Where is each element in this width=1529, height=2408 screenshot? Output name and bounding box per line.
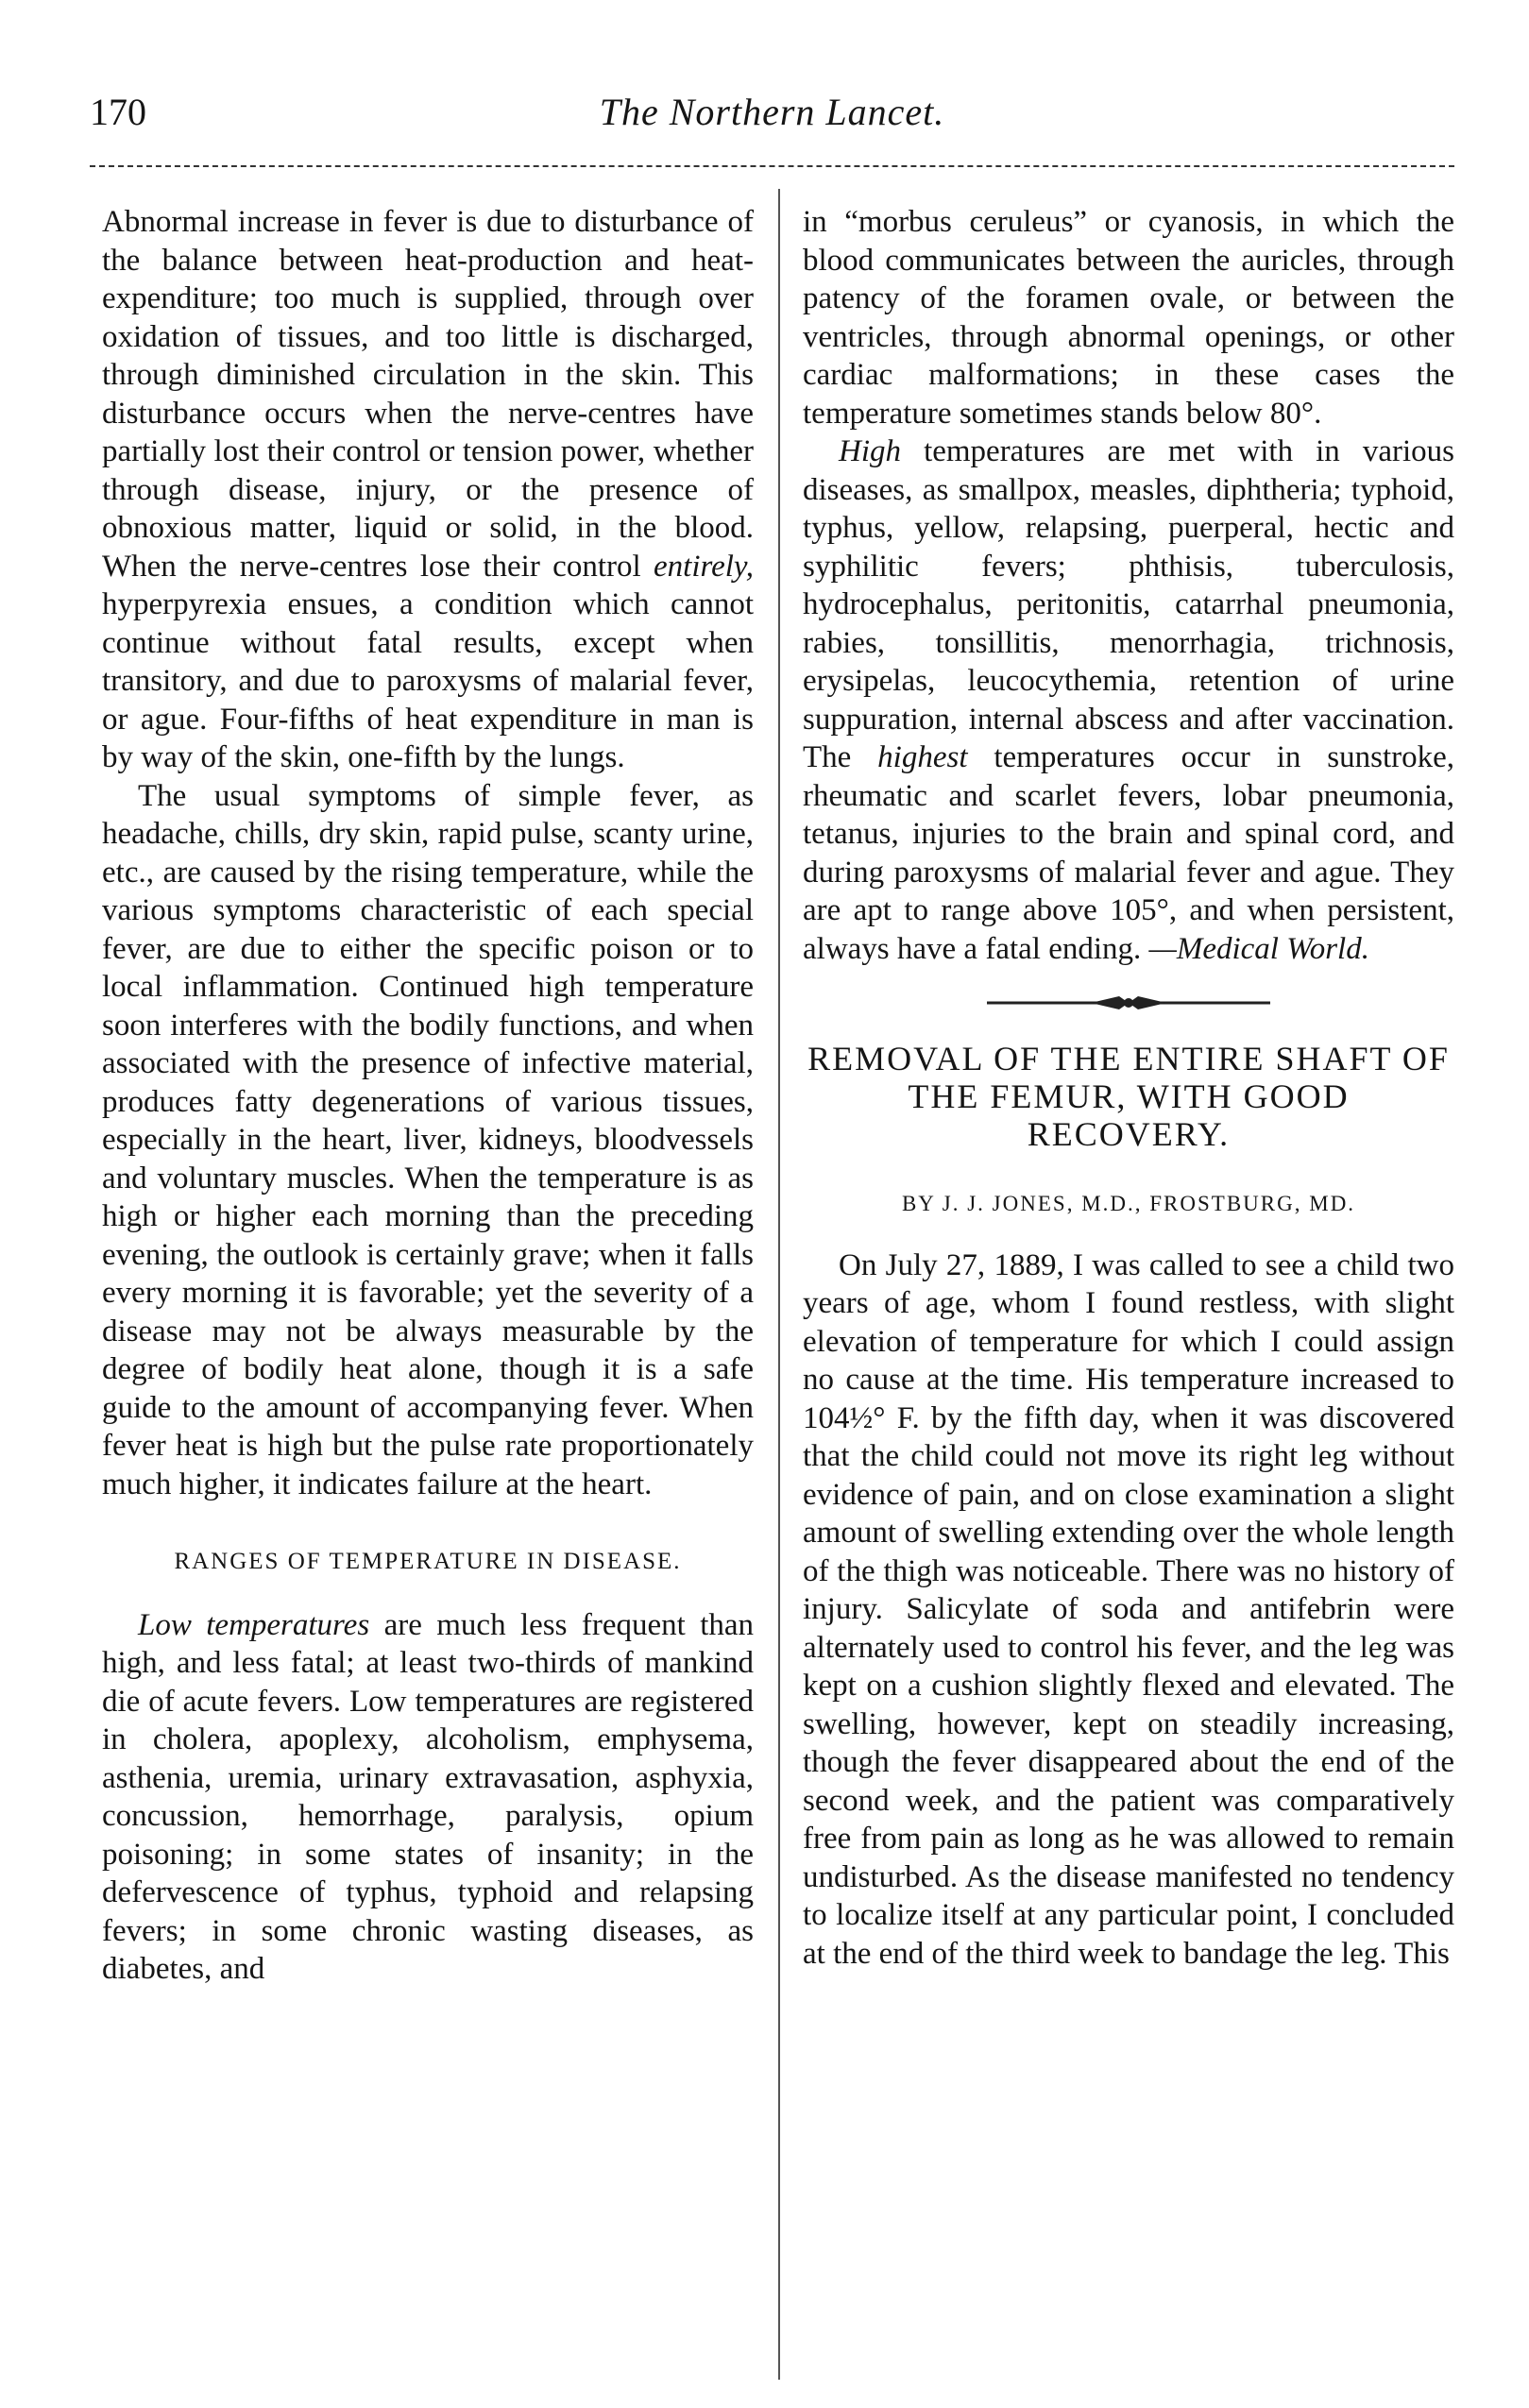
article-byline: BY J. J. JONES, M.D., FROSTBURG, MD.: [901, 1192, 1356, 1215]
journal-title: The Northern Lancet.: [599, 91, 945, 133]
paragraph-text: hyperpyrexia ensues, a condition which cannot continue without fatal results, except when transitory, and due to paroxysms of malarial fever, or ague. Four-fifths of heat expenditure in man is by way of the skin, one-fifth by the lungs.: [102, 587, 754, 774]
article-title: REMOVAL OF THE ENTIRE SHAFT OF THE FEMUR, WITH GOOD RECOVERY.: [807, 1040, 1450, 1153]
emphasis-text: highest: [877, 740, 968, 774]
paragraph-low-temperatures: [102, 1606, 754, 1989]
paragraph-case-report: On July 27, 1889, I was called to see a child two years of age, whom I found restless, with slight elevation of temperature for which I could assign no cause at the time. His temperature increased to 104½° F. by the fifth day, when it was discovered that the child could not move its right leg without evidence of pain, and on close examination a slight amount of swelling extending over the whole length of the thigh was noticeable. There was no history of injury. Salicylate of soda and antifebrin were alternately used to control his fever, and the leg was kept on a cushion slightly flexed and elevated. The swelling, however, kept on steadily increasing, though the fever disappeared about the end of the second week, and the patient was comparatively free from pain as long as he was allowed to remain undisturbed. As the disease manifested no tendency to localize itself at any particular point, I concluded at the end of the third week to bandage the leg. This: [803, 1247, 1454, 1971]
paragraph-cyanosis: in “morbus ceruleus” or cyanosis, in which the blood communicates between the auricles, through patency of the foramen ovale, or between the ventricles, through abnormal openings, or other cardiac malformations; in these cases the temperature sometimes stands below 80°.: [803, 205, 1454, 431]
emphasis-text: entirely,: [654, 549, 754, 584]
paragraph-text: Abnormal increase in fever is due to disturbance of the balance between heat-production and heat-expenditure; too much is supplied, through over oxidation of tissues, and too little is discharged, through diminished circulation in the skin. This disturbance occurs when the nerve-centres have partially lost their control or tension power, whether through disease, injury, or the presence of obnoxious matter, liquid or solid, in the blood. When the nerve-centres lose their control: [102, 205, 754, 584]
section-ornament: [987, 994, 1270, 1011]
right-column: [803, 203, 1454, 2366]
paragraph-symptoms: The usual symptoms of simple fever, as headache, chills, dry skin, rapid pulse, scanty urine, etc., are caused by the rising temperature, while the various symptoms characteristic of each special fever, are due to either the specific poison or to local inflammation. Continued high temperature soon interferes with the bodily functions, and when associated with the presence of infective material, produces fatty degenerations of various tissues, especially in the heart, liver, kidneys, bloodvessels and voluntary muscles. When the temperature is as high or higher each morning than the preceding evening, the outlook is certainly grave; when it falls every morning it is favorable; yet the severity of a disease may not be always measurable by the degree of bodily heat alone, though it is a safe guide to the amount of accompanying fever. When fever heat is high but the pulse rate proportionately much higher, it indicates failure at the heart.: [102, 778, 754, 1501]
running-head: [90, 90, 1454, 146]
paragraph-fever-cause: [102, 203, 754, 777]
left-column: [102, 203, 754, 2366]
paragraph-high-temperatures: [803, 432, 1454, 968]
page-number: 170: [90, 91, 146, 133]
column-divider: [778, 189, 780, 2380]
emphasis-text: Low temperatures: [138, 1607, 370, 1642]
emphasis-text: High: [839, 434, 901, 468]
header-rule: [90, 165, 1454, 167]
paragraph-text: temperatures are met with in various diseases, as smallpox, measles, diphtheria; typhoid, typhus, yellow, relapsing, puerperal, hectic and syphilitic fevers; phthisis, tuberculosis, hydrocephalus, peritonitis, catarrhal pneumonia, rabies, tonsillitis, menorrhagia, trichnosis, erysipelas, leucocythemia, retention of urine suppuration, internal abscess and after vaccination. The: [803, 434, 1455, 774]
paragraph-text: temperatures occur in sunstroke, rheumatic and scarlet fevers, lobar pneumonia, tetanus, injuries to the brain and spinal cord, and during paroxysms of malarial fever and ague. They are apt to range above 105°, and when persistent, always have a fatal ending.: [803, 740, 1455, 966]
section-subheading: RANGES OF TEMPERATURE IN DISEASE.: [174, 1549, 682, 1574]
source-citation: —Medical World.: [1148, 931, 1369, 966]
paragraph-text: are much less frequent than high, and less fatal; at least two-thirds of mankind die of acute fevers. Low temperatures are registered in cholera, apoplexy, alcoholism, emphysema, asthenia, uremia, urinary extravasation, asphyxia, concussion, hemorrhage, paralysis, opium poisoning; in some states of insanity; in the defervescence of typhus, typhoid and relapsing fevers; in some chronic wasting diseases, as diabetes, and: [102, 1607, 755, 1986]
